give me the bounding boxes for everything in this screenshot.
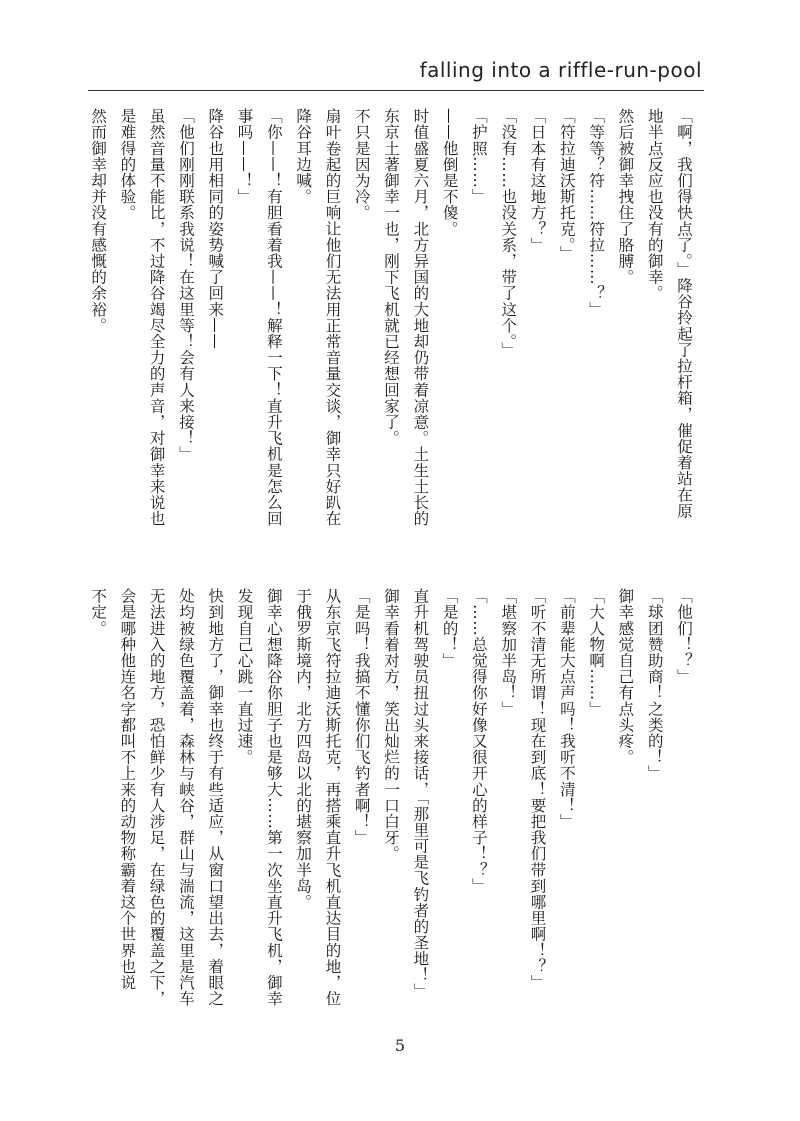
top-text-block <box>83 108 698 548</box>
bottom-text-block <box>83 588 698 1028</box>
text-column-line: 不只是因为冷。 <box>352 108 371 221</box>
text-column-line: 事吗——！」 <box>235 108 254 205</box>
text-column-line: 「听不清无所谓！现在到底！要把我们带到哪里啊！？」 <box>528 588 547 991</box>
text-column-line: ——他倒是不傻。 <box>440 108 459 237</box>
text-column-line: 「前辈能大点声吗！我听不清！」 <box>557 588 576 830</box>
text-column-line: 「大人物啊……」 <box>587 588 606 717</box>
text-column-line: 「护照……」 <box>469 108 488 205</box>
text-column-line: 「他们刚刚联系我说！在这里等！会有人来接！」 <box>176 108 195 463</box>
text-column-line: 发现自己心跳一直过速。 <box>235 588 254 766</box>
text-column-line: 直升机驾驶员扭过头来接话，「那里可是飞钓者的圣地！」 <box>411 588 430 999</box>
text-column-line: 「符拉迪沃斯托克。」 <box>557 108 576 262</box>
text-column-line: 御幸心想降谷你胆子也是够大……第一次坐直升飞机，御幸 <box>264 588 283 1007</box>
text-column-line: 「没有……也没关系，带了这个。」 <box>499 108 518 358</box>
text-column-line: 御幸感觉自己有点头疼。 <box>616 588 635 766</box>
text-column-line: 会是哪种他连名字都叫不上来的动物称霸着这个世界也说 <box>118 588 137 991</box>
text-column-line: 「是吗！我搞不懂你们飞钓者啊！」 <box>352 588 371 846</box>
text-column-line: 然后被御幸拽住了胳膊。 <box>616 108 635 286</box>
text-column-line: 扇叶卷起的巨响让他们无法用正常音量交谈，御幸只好趴在 <box>323 108 342 527</box>
text-column-line: 「球团赞助商！之类的！」 <box>645 588 664 782</box>
text-column-line: 降谷也用相同的姿势喊了回来—— <box>206 108 225 350</box>
text-column-line: 无法进入的地方，恐怕鲜少有人涉足，在绿色的覆盖之下， <box>147 588 166 1007</box>
text-column-line: 「你——！有胆看着我——！解释一下！直升飞机是怎么回 <box>264 108 283 527</box>
text-column-line: 御幸看着对方，笑出灿烂的一口白牙。 <box>382 588 401 862</box>
header-rule <box>88 90 704 91</box>
text-column-line: 「是的！」 <box>440 588 459 669</box>
text-column-line: 「等等？符……符拉……？」 <box>587 108 606 318</box>
running-header-title: falling into a riffle-run-pool <box>419 58 702 82</box>
text-column-line: 「……总觉得你好像又很开心的样子！？」 <box>469 588 488 894</box>
text-column-line: 降谷耳边喊。 <box>294 108 313 205</box>
text-column-line: 「他们！？」 <box>675 588 693 685</box>
text-column-line: 处均被绿色覆盖着，森林与峡谷，群山与湍流，这里是汽车 <box>176 588 195 1007</box>
text-column-line: 从东京飞符拉迪沃斯托克，再搭乘直升飞机直达目的地，位 <box>323 588 342 1007</box>
text-column-line: 「日本有这地方？」 <box>528 108 547 253</box>
text-column-line: 快到地方了，御幸也终于有些适应，从窗口望出去，着眼之 <box>206 588 225 1007</box>
text-column-line: 地半点反应也没有的御幸。 <box>645 108 664 302</box>
text-column-line: 东京土著御幸一也，刚下飞机就已经想回家了。 <box>382 108 401 447</box>
text-column-line: 是难得的体验。 <box>118 108 137 221</box>
text-column-line: 「啊，我们得快点了。」降谷拎起了拉杆箱，催促着站在原 <box>675 108 693 519</box>
text-column-line: 于俄罗斯境内，北方四岛以北的堪察加半岛。 <box>294 588 313 910</box>
page-number: 5 <box>394 1036 406 1055</box>
text-column-line: 不定。 <box>89 588 108 637</box>
text-column-line: 虽然音量不能比，不过降谷竭尽全力的声音，对御幸来说也 <box>147 108 166 527</box>
text-column-line: 然而御幸却并没有感慨的余裕。 <box>89 108 108 334</box>
text-column-line: 时值盛夏六月，北方异国的大地却仍带着凉意。土生土长的 <box>411 108 430 527</box>
text-column-line: 「堪察加半岛！」 <box>499 588 518 717</box>
